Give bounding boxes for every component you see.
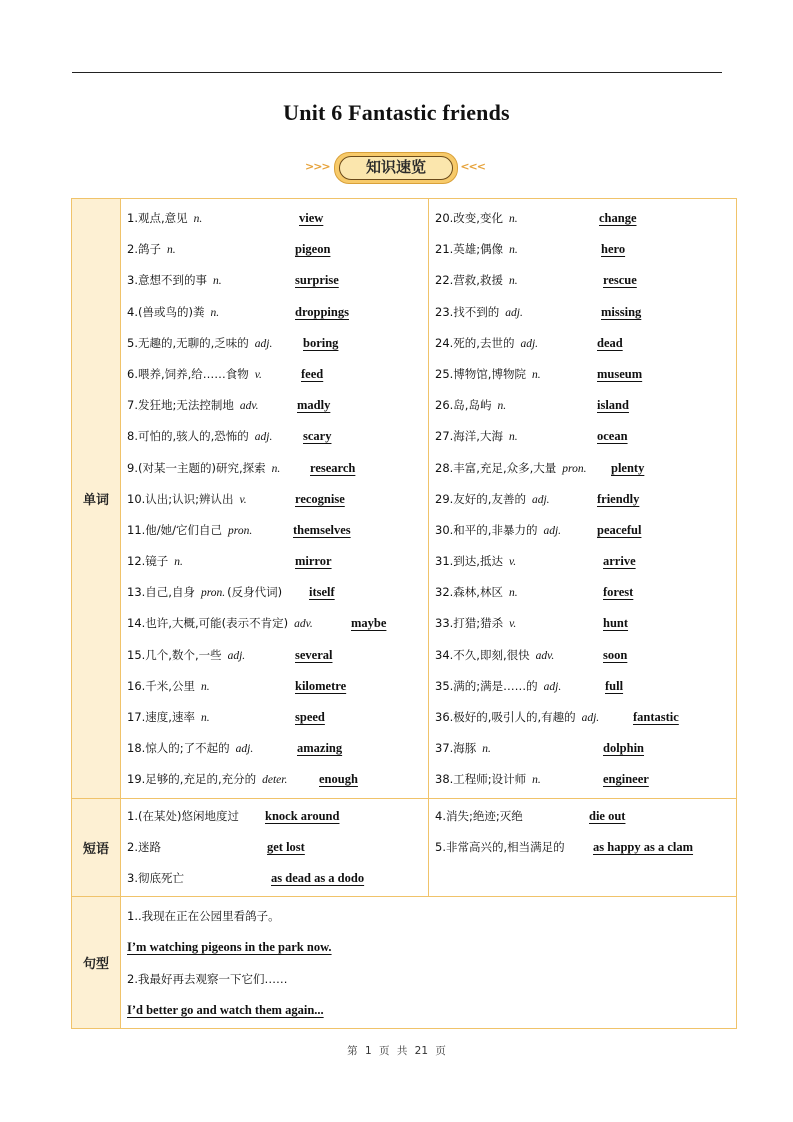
vocab-label: 单词 <box>72 199 121 799</box>
vocab-answer: feed <box>301 366 324 381</box>
vocab-row <box>127 328 428 359</box>
vocab-chinese: 2.鸽子 <box>127 242 161 257</box>
vocab-answer: hunt <box>603 616 629 631</box>
vocab-row <box>435 702 736 733</box>
vocab-answer: pigeon <box>295 242 331 257</box>
vocab-chinese: 12.镜子 <box>127 554 169 569</box>
part-of-speech: n. <box>531 368 541 381</box>
vocab-answer: ocean <box>597 429 628 444</box>
part-of-speech: pron. <box>200 587 226 600</box>
vocab-row <box>435 484 736 515</box>
page-footer: 第 1 页 共 21 页 <box>347 1045 446 1057</box>
vocab-answer: forest <box>603 585 634 600</box>
vocab-answer: kilometre <box>295 678 347 693</box>
vocab-answer: surprise <box>295 273 339 288</box>
vocab-chinese: 15.几个,数个,一些 <box>127 647 222 662</box>
part-of-speech: v. <box>508 556 517 569</box>
vocab-chinese: 22.营救,救援 <box>435 273 503 288</box>
vocab-answer: hero <box>601 242 626 257</box>
phrase-row <box>435 832 736 863</box>
part-of-speech: adj. <box>531 493 550 506</box>
phrase-answer: as dead as a dodo <box>271 870 365 885</box>
vocab-row <box>435 515 736 546</box>
knowledge-table <box>71 198 737 1029</box>
sentence-prompt-row <box>127 964 736 995</box>
vocab-row <box>127 515 428 546</box>
part-of-speech: adj. <box>235 743 254 756</box>
phrase-row <box>127 801 428 832</box>
part-of-speech: n. <box>482 743 491 756</box>
vocab-note: (反身代词) <box>227 585 283 600</box>
part-of-speech: adj. <box>520 337 539 350</box>
vocab-answer: museum <box>597 366 643 381</box>
vocab-row <box>127 453 428 484</box>
vocab-answer: fantastic <box>633 710 679 724</box>
vocab-chinese: 35.满的;满是……的 <box>435 678 538 693</box>
vocab-chinese: 18.惊人的;了不起的 <box>127 741 230 756</box>
vocab-row <box>435 421 736 452</box>
vocab-chinese: 21.英雄;偶像 <box>435 242 504 257</box>
part-of-speech: deter. <box>262 774 288 787</box>
phrases-left-column <box>121 798 429 897</box>
vocab-answer: peaceful <box>597 522 642 537</box>
part-of-speech: n. <box>508 587 518 600</box>
page-title: Unit 6 Fantastic friends <box>283 100 510 125</box>
vocab-chinese: 31.到达,抵达 <box>435 554 503 569</box>
part-of-speech: n. <box>200 680 210 693</box>
part-of-speech: adv. <box>239 400 259 413</box>
vocab-answer: friendly <box>597 491 640 506</box>
vocab-row <box>127 640 428 671</box>
vocab-left-column <box>121 199 429 799</box>
vocab-row <box>435 733 736 764</box>
vocab-answer: mirror <box>295 554 332 569</box>
vocab-chinese: 38.工程师;设计师 <box>435 772 527 787</box>
vocab-answer: island <box>597 398 629 413</box>
part-of-speech: n. <box>271 462 281 475</box>
vocab-answer: themselves <box>293 522 351 537</box>
vocab-row <box>435 671 736 702</box>
part-of-speech: v. <box>254 368 262 381</box>
part-of-speech: adj. <box>254 431 273 444</box>
part-of-speech: n. <box>193 213 203 225</box>
vocab-row <box>435 328 736 359</box>
vocab-answer: view <box>299 211 324 225</box>
sentence-answer-row <box>127 932 736 963</box>
vocab-row <box>435 359 736 390</box>
vocab-chinese: 33.打猎;猎杀 <box>435 616 504 631</box>
phrase-answer: die out <box>589 808 626 823</box>
vocab-chinese: 37.海豚 <box>435 741 477 756</box>
part-of-speech: adj. <box>581 712 600 724</box>
vocab-chinese: 24.死的,去世的 <box>435 335 515 350</box>
vocab-row <box>127 359 428 390</box>
vocab-chinese: 1.观点,意见 <box>127 211 188 225</box>
part-of-speech: n. <box>174 556 183 569</box>
sentence-answer-row <box>127 995 736 1026</box>
vocab-chinese: 23.找不到的 <box>435 304 500 319</box>
vocab-row <box>435 234 736 265</box>
vocab-chinese: 30.和平的,非暴力的 <box>435 522 538 537</box>
vocab-answer: enough <box>319 772 358 787</box>
vocab-row <box>127 484 428 515</box>
vocab-chinese: 16.千米,公里 <box>127 678 195 693</box>
vocab-row <box>127 265 428 296</box>
vocab-answer: dead <box>597 335 623 350</box>
vocab-row <box>127 608 428 639</box>
part-of-speech: n. <box>497 400 507 413</box>
sentence-english: I’m watching pigeons in the park now. <box>127 940 332 955</box>
vocab-answer: boring <box>303 335 339 350</box>
vocab-chinese: 19.足够的,充足的,充分的 <box>127 772 257 787</box>
vocab-row <box>435 390 736 421</box>
part-of-speech: adj. <box>543 524 562 537</box>
vocab-chinese: 27.海洋,大海 <box>435 429 503 444</box>
vocab-chinese: 8.可怕的,骇人的,恐怖的 <box>127 429 249 444</box>
vocab-chinese: 10.认出;认识;辨认出 <box>127 491 234 506</box>
vocab-answer: several <box>295 647 333 662</box>
phrase-chinese: 3.彻底死亡 <box>127 870 184 885</box>
part-of-speech: v. <box>509 618 517 631</box>
right-arrows-icon: <<< <box>460 160 485 173</box>
part-of-speech: pron. <box>228 524 253 537</box>
phrase-chinese: 5.非常高兴的,相当满足的 <box>435 839 565 854</box>
part-of-speech: n. <box>532 774 541 787</box>
vocab-chinese: 32.森林,林区 <box>435 585 503 600</box>
vocab-chinese: 14.也许,大概,可能(表示不肯定) <box>127 616 289 631</box>
vocab-chinese: 20.改变,变化 <box>435 211 503 225</box>
vocab-row <box>127 733 428 764</box>
phrases-label: 短语 <box>72 798 121 897</box>
vocab-row <box>127 421 428 452</box>
sentences-section <box>72 897 737 1029</box>
vocab-chinese: 25.博物馆,博物院 <box>435 366 526 381</box>
vocab-chinese: 7.发狂地;无法控制地 <box>127 398 234 413</box>
vocab-chinese: 6.喂养,饲养,给……食物 <box>127 366 249 381</box>
vocab-answer: plenty <box>611 460 645 475</box>
vocab-section <box>72 199 737 799</box>
phrase-chinese: 4.消失;绝迹;灭绝 <box>435 808 523 823</box>
header-rule <box>72 72 722 73</box>
vocab-row <box>127 234 428 265</box>
vocab-row <box>435 203 736 234</box>
part-of-speech: adj. <box>254 337 273 350</box>
vocab-row <box>435 546 736 577</box>
vocab-row <box>127 764 428 795</box>
vocab-answer: engineer <box>603 772 649 787</box>
vocab-chinese: 29.友好的,友善的 <box>435 491 526 506</box>
vocab-answer: recognise <box>295 491 345 506</box>
vocab-row <box>435 640 736 671</box>
vocab-chinese: 26.岛,岛屿 <box>435 398 492 413</box>
part-of-speech: pron. <box>562 462 587 475</box>
part-of-speech: n. <box>166 244 176 257</box>
vocab-answer: droppings <box>295 304 349 319</box>
part-of-speech: v. <box>239 493 247 506</box>
part-of-speech: adj. <box>505 306 523 319</box>
vocab-chinese: 34.不久,即刻,很快 <box>435 647 530 662</box>
vocab-row <box>127 546 428 577</box>
phrases-section <box>72 798 737 897</box>
phrase-chinese: 1.(在某处)悠闲地度过 <box>127 808 239 823</box>
vocab-row <box>127 390 428 421</box>
vocab-chinese: 13.自己,自身 <box>127 585 195 600</box>
vocab-answer: maybe <box>351 616 387 631</box>
vocab-answer: madly <box>297 398 331 413</box>
vocab-answer: soon <box>603 647 628 662</box>
part-of-speech: n. <box>508 431 518 444</box>
vocab-row <box>435 453 736 484</box>
sentence-english: I’d better go and watch them again... <box>127 1002 324 1017</box>
vocab-answer: itself <box>309 585 335 600</box>
sentences-column <box>121 897 737 1029</box>
vocab-row <box>127 577 428 608</box>
vocab-chinese: 5.无趣的,无聊的,乏味的 <box>127 335 249 350</box>
vocab-row <box>127 297 428 328</box>
part-of-speech: adj. <box>227 649 246 662</box>
vocab-answer: change <box>599 211 637 225</box>
left-arrows-icon: >>> <box>305 160 330 173</box>
vocab-row <box>435 297 736 328</box>
vocab-row <box>127 671 428 702</box>
sentences-label: 句型 <box>72 897 121 1029</box>
phrase-chinese: 2.迷路 <box>127 839 161 854</box>
vocab-row <box>435 764 736 795</box>
part-of-speech: n. <box>508 275 518 288</box>
vocab-chinese: 3.意想不到的事 <box>127 273 207 288</box>
phrase-row <box>127 832 428 863</box>
banner-label: 知识速览 <box>339 156 453 180</box>
vocab-answer: research <box>310 460 356 475</box>
vocab-chinese: 28.丰富,充足,众多,大量 <box>435 460 557 475</box>
phrases-right-column <box>429 798 737 897</box>
part-of-speech: adv. <box>294 618 313 631</box>
vocab-answer: scary <box>303 429 332 444</box>
phrase-answer: get lost <box>267 839 305 854</box>
vocab-row <box>127 702 428 733</box>
phrase-answer: knock around <box>265 808 340 823</box>
vocab-row <box>435 577 736 608</box>
vocab-answer: full <box>605 678 624 693</box>
phrase-row <box>127 863 428 894</box>
vocab-answer: dolphin <box>603 741 645 756</box>
vocab-row <box>435 608 736 639</box>
part-of-speech: n. <box>210 306 220 319</box>
vocab-chinese: 17.速度,速率 <box>127 710 195 724</box>
vocab-chinese: 9.(对某一主题的)研究,探索 <box>127 460 266 475</box>
vocab-right-column <box>429 199 737 799</box>
part-of-speech: n. <box>508 213 518 225</box>
sentence-chinese: 2.我最好再去观察一下它们…… <box>127 971 288 986</box>
vocab-row <box>435 265 736 296</box>
sentence-prompt-row <box>127 901 736 932</box>
banner-pill <box>334 152 458 184</box>
vocab-chinese: 11.他/她/它们自己 <box>127 522 223 537</box>
part-of-speech: n. <box>212 275 222 288</box>
part-of-speech: adj. <box>543 680 562 693</box>
sentence-chinese: 1..我现在正在公园里看鸽子。 <box>127 909 280 924</box>
phrase-row <box>435 801 736 832</box>
vocab-answer: missing <box>601 304 642 319</box>
part-of-speech: n. <box>200 712 210 724</box>
vocab-answer: rescue <box>603 273 637 288</box>
phrase-answer: as happy as a clam <box>593 839 694 854</box>
vocab-chinese: 36.极好的,吸引人的,有趣的 <box>435 710 576 724</box>
vocab-answer: amazing <box>297 741 343 756</box>
vocab-answer: speed <box>295 710 325 724</box>
vocab-row <box>127 203 428 234</box>
section-banner <box>300 150 490 186</box>
part-of-speech: adv. <box>535 649 555 662</box>
part-of-speech: n. <box>509 244 518 257</box>
vocab-answer: arrive <box>603 554 636 569</box>
vocab-chinese: 4.(兽或鸟的)粪 <box>127 304 205 319</box>
